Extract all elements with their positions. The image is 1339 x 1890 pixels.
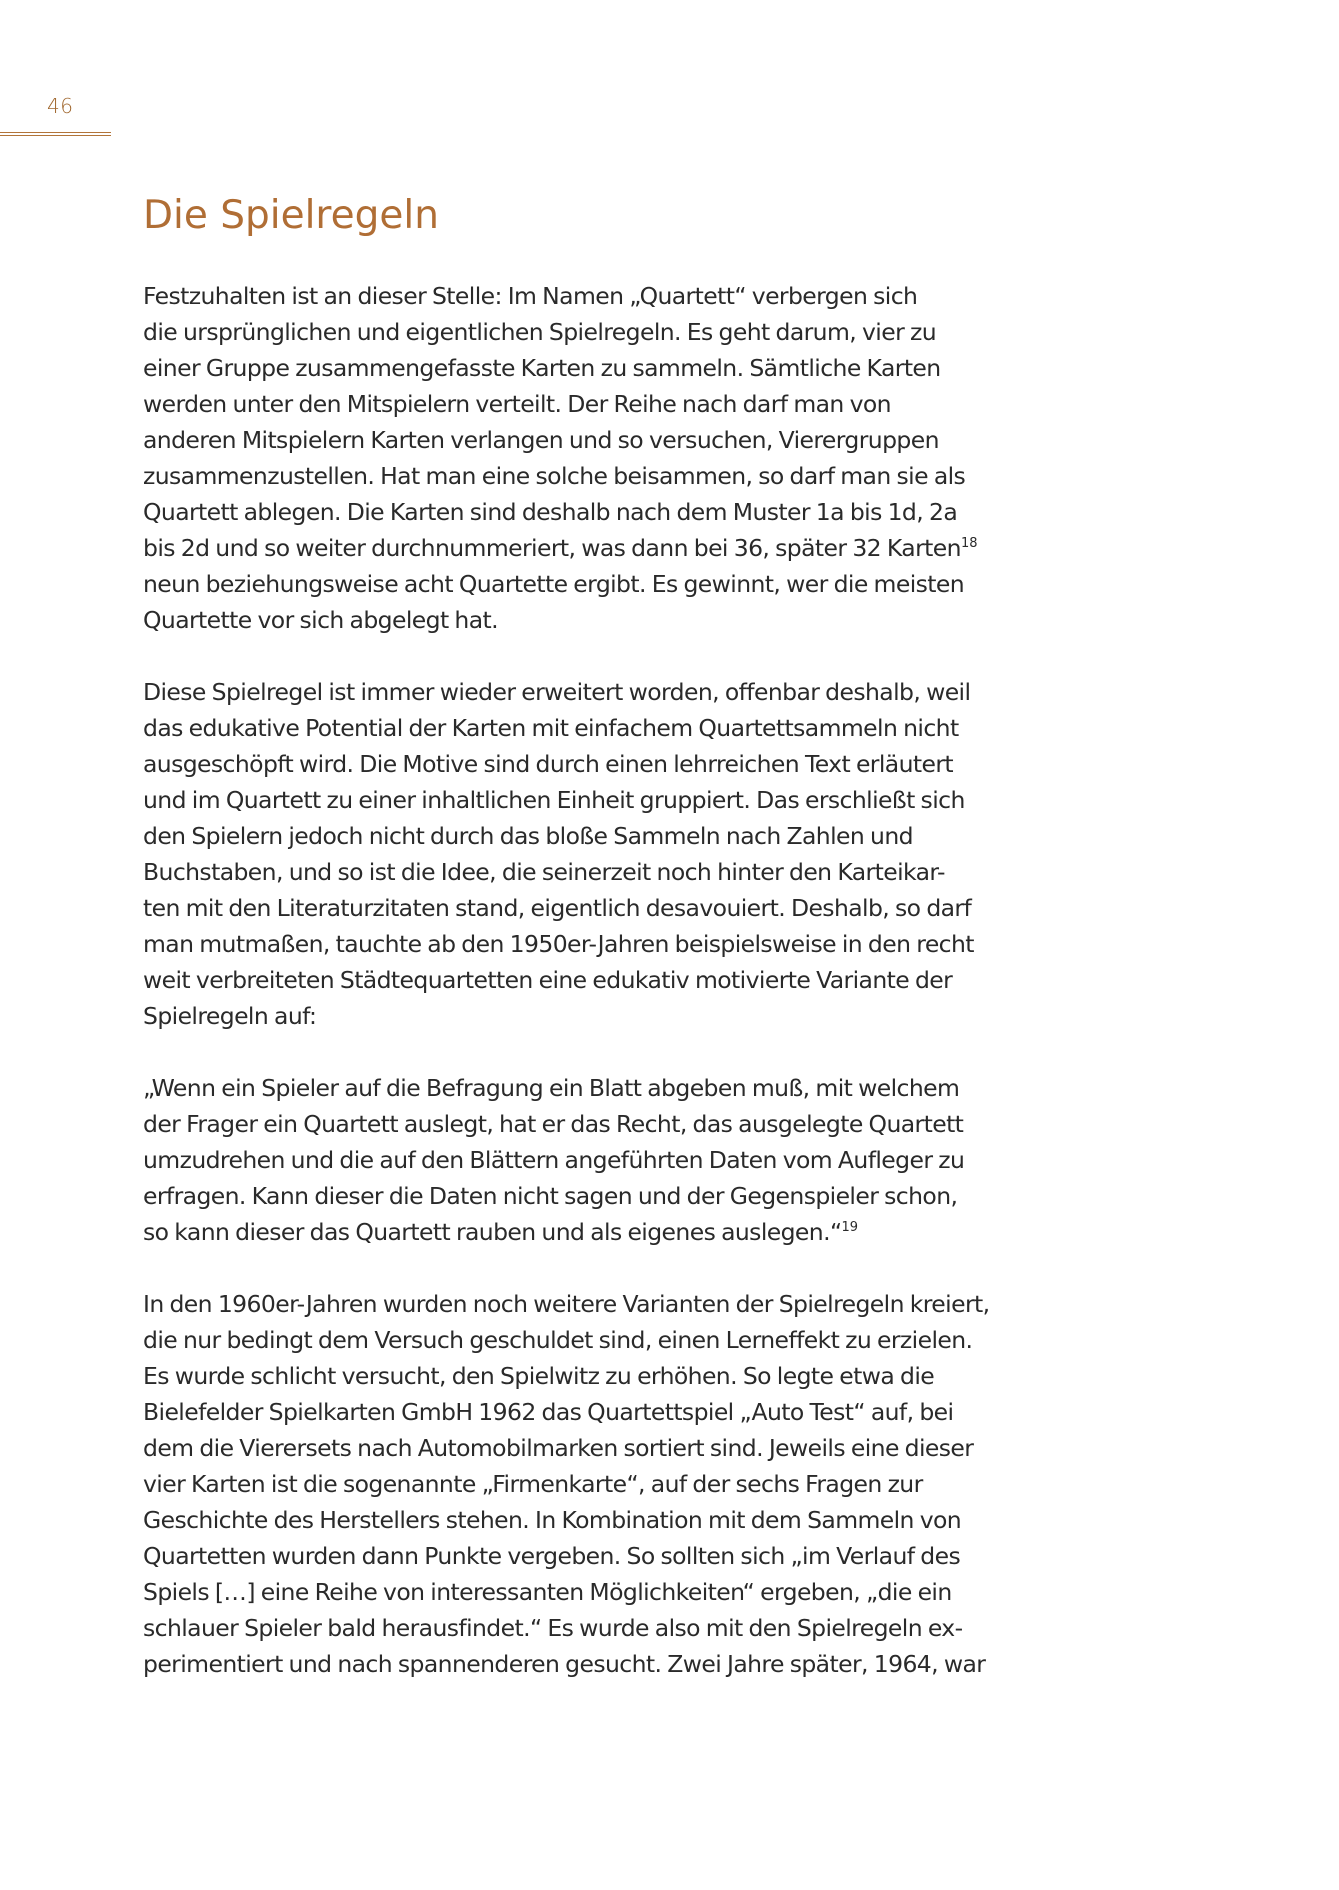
text-line: dem die Vierersets nach Automobilmarken sortiert sind. Jeweils eine dieser xyxy=(143,1434,974,1462)
page-content xyxy=(143,188,1043,1718)
text-line: perimentiert und nach spannenderen gesucht. Zwei Jahre später, 1964, war xyxy=(143,1650,986,1678)
text-line: „Wenn ein Spieler auf die Befragung ein Blatt abgeben muß, mit welchem xyxy=(143,1074,960,1102)
text-line: Spielregeln auf: xyxy=(143,1002,317,1030)
text-line: Festzuhalten ist an dieser Stelle: Im Namen „Quartett“ verbergen sich xyxy=(143,282,918,310)
text-line: man mutmaßen, tauchte ab den 1950er-Jahren beispielsweise in den recht xyxy=(143,930,974,958)
paragraph-4 xyxy=(143,1286,1043,1682)
text-line: Quartette vor sich abgelegt hat. xyxy=(143,606,499,634)
text-line-with-footnote xyxy=(143,1214,1043,1250)
text-line-content: so kann dieser das Quartett rauben und als eigenes auslegen.“ xyxy=(143,1218,842,1246)
text-line: ten mit den Literaturzitaten stand, eigentlich desavouiert. Deshalb, so darf xyxy=(143,894,972,922)
text-line: In den 1960er-Jahren wurden noch weitere Varianten der Spielregeln kreiert, xyxy=(143,1290,990,1318)
text-line-with-footnote xyxy=(143,530,1043,566)
text-line: Geschichte des Herstellers stehen. In Kombination mit dem Sammeln von xyxy=(143,1506,962,1534)
text-line: erfragen. Kann dieser die Daten nicht sagen und der Gegenspieler schon, xyxy=(143,1182,958,1210)
header-rule xyxy=(0,132,111,136)
text-line: der Frager ein Quartett auslegt, hat er das Recht, das ausgelegte Quartett xyxy=(143,1110,964,1138)
text-line: Quartett ablegen. Die Karten sind deshalb nach dem Muster 1a bis 1d, 2a xyxy=(143,498,958,526)
paragraph-1 xyxy=(143,278,1043,638)
page-number: 46 xyxy=(47,94,74,118)
text-line: Bielefelder Spielkarten GmbH 1962 das Quartettspiel „Auto Test“ auf, bei xyxy=(143,1398,954,1426)
text-line: die ursprünglichen und eigentlichen Spielregeln. Es geht darum, vier zu xyxy=(143,318,937,346)
paragraph-2 xyxy=(143,674,1043,1034)
text-line: einer Gruppe zusammengefasste Karten zu sammeln. Sämtliche Karten xyxy=(143,354,941,382)
text-line: das edukative Potential der Karten mit einfachem Quartettsammeln nicht xyxy=(143,714,959,742)
text-line: Es wurde schlicht versucht, den Spielwitz zu erhöhen. So legte etwa die xyxy=(143,1362,935,1390)
quote-paragraph xyxy=(143,1070,1043,1250)
text-line: den Spielern jedoch nicht durch das bloße Sammeln nach Zahlen und xyxy=(143,822,913,850)
text-line: Diese Spielregel ist immer wieder erweitert worden, offenbar deshalb, weil xyxy=(143,678,971,706)
text-line: neun beziehungsweise acht Quartette ergibt. Es gewinnt, wer die meisten xyxy=(143,570,965,598)
text-line: anderen Mitspielern Karten verlangen und so versuchen, Vierergruppen xyxy=(143,426,939,454)
page-title: Die Spielregeln xyxy=(143,193,439,238)
text-line: werden unter den Mitspielern verteilt. Der Reihe nach darf man von xyxy=(143,390,891,418)
text-line: schlauer Spieler bald herausfindet.“ Es wurde also mit den Spielregeln ex- xyxy=(143,1614,963,1642)
text-line: Buchstaben, und so ist die Idee, die seinerzeit noch hinter den Karteikar- xyxy=(143,858,945,886)
text-line: und im Quartett zu einer inhaltlichen Einheit gruppiert. Das erschließt sich xyxy=(143,786,965,814)
text-line: weit verbreiteten Städtequartetten eine edukativ motivierte Variante der xyxy=(143,966,953,994)
footnote-ref-19[interactable]: 19 xyxy=(841,1220,859,1235)
text-line-content: bis 2d und so weiter durchnummeriert, was dann bei 36, später 32 Karten xyxy=(143,534,961,562)
text-line: umzudrehen und die auf den Blättern angeführten Daten vom Aufleger zu xyxy=(143,1146,965,1174)
text-line: Quartetten wurden dann Punkte vergeben. So sollten sich „im Verlauf des xyxy=(143,1542,961,1570)
text-line: die nur bedingt dem Versuch geschuldet sind, einen Lerneffekt zu erzielen. xyxy=(143,1326,973,1354)
text-line: Spiels […] eine Reihe von interessanten Möglichkeiten“ ergeben, „die ein xyxy=(143,1578,952,1606)
text-line: vier Karten ist die sogenannte „Firmenkarte“, auf der sechs Fragen zur xyxy=(143,1470,923,1498)
text-line: ausgeschöpft wird. Die Motive sind durch einen lehrreichen Text erläutert xyxy=(143,750,954,778)
text-line: zusammenzustellen. Hat man eine solche beisammen, so darf man sie als xyxy=(143,462,966,490)
footnote-ref-18[interactable]: 18 xyxy=(960,536,978,551)
